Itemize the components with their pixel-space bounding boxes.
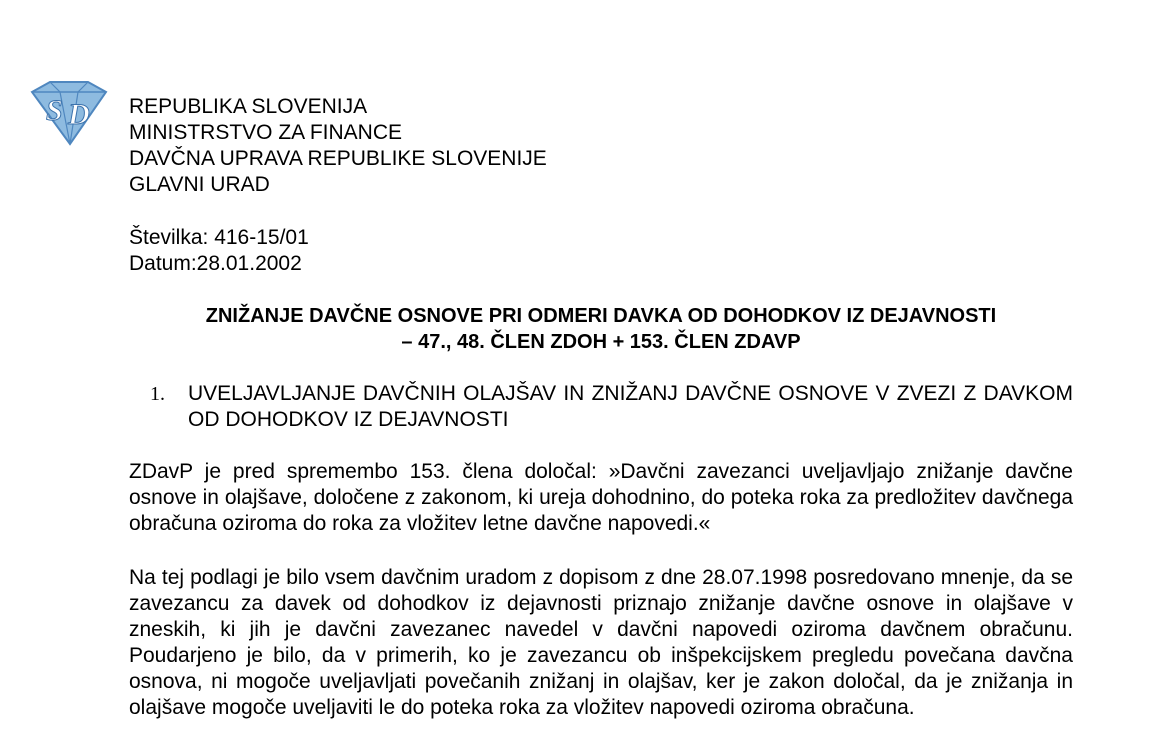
document-number: Številka: 416-15/01: [129, 226, 309, 249]
svg-text:S: S: [46, 94, 63, 127]
paragraph-2: Na tej podlagi je bilo vsem davčnim uradom z dopisom z dne 28.07.1998 posredovano mnenje, da se zavezancu za davek od dohodkov iz dejavnosti priznajo znižanje davčne osnove in olajšave v zneskih, ki jih je davčni zavezanec navedel v davčni napovedi oziroma davčnem obračunu. Poudarjeno je bilo, da v primerih, ko je zavezancu ob inšpekcijskem pregledu povečana davčna osnova, ni mogoče uveljavljati povečanih znižanj in olajšav, ker je zakon določal, da je znižanja in olajšave mogoče uveljaviti le do poteka roka za vložitev napovedi oziroma obračuna.: [129, 566, 1073, 719]
title-line-1: ZNIŽANJE DAVČNE OSNOVE PRI ODMERI DAVKA OD DOHODKOV IZ DEJAVNOSTI: [205, 305, 997, 327]
paragraph-1: ZDavP je pred spremembo 153. člena določal: »Davčni zavezanci uveljavljajo znižanje davčne osnove in olajšave, določene z zakonom, ki ureja dohodnino, do poteka roka za predložitev davčnega obračuna oziroma do roka za vložitev letne davčne napovedi.«: [129, 460, 1073, 535]
section-number: 1.: [150, 383, 165, 405]
document-meta: [129, 225, 309, 277]
section-heading: [150, 381, 1073, 433]
letterhead: [129, 94, 547, 198]
document-title: [129, 303, 1073, 355]
title-line-2: – 47., 48. ČLEN ZDOH + 153. ČLEN ZDAVP: [401, 331, 801, 353]
letterhead-republic: REPUBLIKA SLOVENIJA: [129, 95, 368, 118]
document-date: Datum:28.01.2002: [129, 252, 302, 275]
letterhead-tax-administration: DAVČNA UPRAVA REPUBLIKE SLOVENIJE: [129, 147, 547, 170]
svg-text:D: D: [68, 98, 90, 131]
letterhead-ministry: MINISTRSTVO ZA FINANCE: [129, 121, 403, 144]
section-title: UVELJAVLJANJE DAVČNIH OLAJŠAV IN ZNIŽANJ DAVČNE OSNOVE V ZVEZI Z DAVKOM OD DOHODKOV IZ DEJAVNOSTI: [188, 382, 1073, 431]
sd-emblem-icon: [28, 78, 110, 148]
letterhead-main-office: GLAVNI URAD: [129, 173, 270, 196]
